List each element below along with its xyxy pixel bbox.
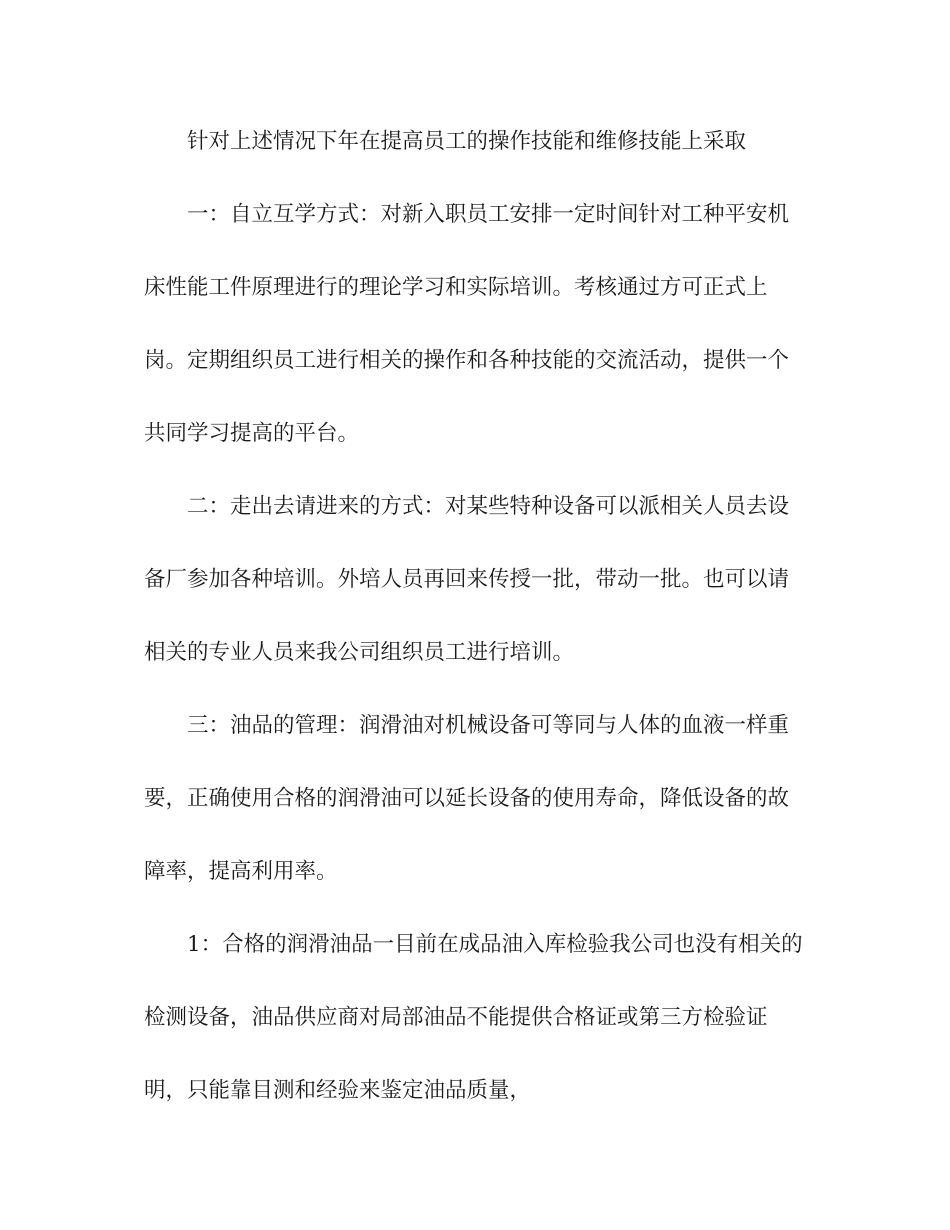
paragraph-one-line-4: 共同学习提高的平台。	[144, 421, 360, 446]
paragraph-three-line-3: 障率，提高利用率。	[144, 859, 338, 884]
paragraph-two-line-2: 备厂参加各种培训。外培人员再回来传授一批，带动一批。也可以请	[144, 567, 790, 592]
paragraph-three-line-1: 三：油品的管理：润滑油对机械设备可等同与人体的血液一样重	[187, 713, 790, 738]
paragraph-item-1-line-2: 检测设备，油品供应商对局部油品不能提供合格证或第三方检验证	[144, 1005, 768, 1030]
paragraph-intro-line-1: 针对上述情况下年在提高员工的操作技能和维修技能上采取	[187, 129, 747, 154]
document-body	[144, 124, 812, 1146]
paragraph-one-line-3: 岗。定期组织员工进行相关的操作和各种技能的交流活动，提供一个	[144, 348, 790, 373]
paragraph-item-1-line-1: 1：合格的润滑油品一目前在成品油入库检验我公司也没有相关的	[187, 932, 803, 957]
paragraph-one-line-1: 一：自立互学方式：对新入职员工安排一定时间针对工种平安机	[187, 202, 790, 227]
paragraph-two-line-1: 二：走出去请进来的方式：对某些特种设备可以派相关人员去设	[187, 494, 790, 519]
paragraph-one-line-2: 床性能工件原理进行的理论学习和实际培训。考核通过方可正式上	[144, 275, 768, 300]
paragraph-two-line-3: 相关的专业人员来我公司组织员工进行培训。	[144, 640, 575, 665]
paragraph-three-line-2: 要，正确使用合格的润滑油可以延长设备的使用寿命，降低设备的故	[144, 786, 790, 811]
paragraph-item-1-line-3: 明，只能靠目测和经验来鉴定油品质量，	[144, 1078, 532, 1103]
